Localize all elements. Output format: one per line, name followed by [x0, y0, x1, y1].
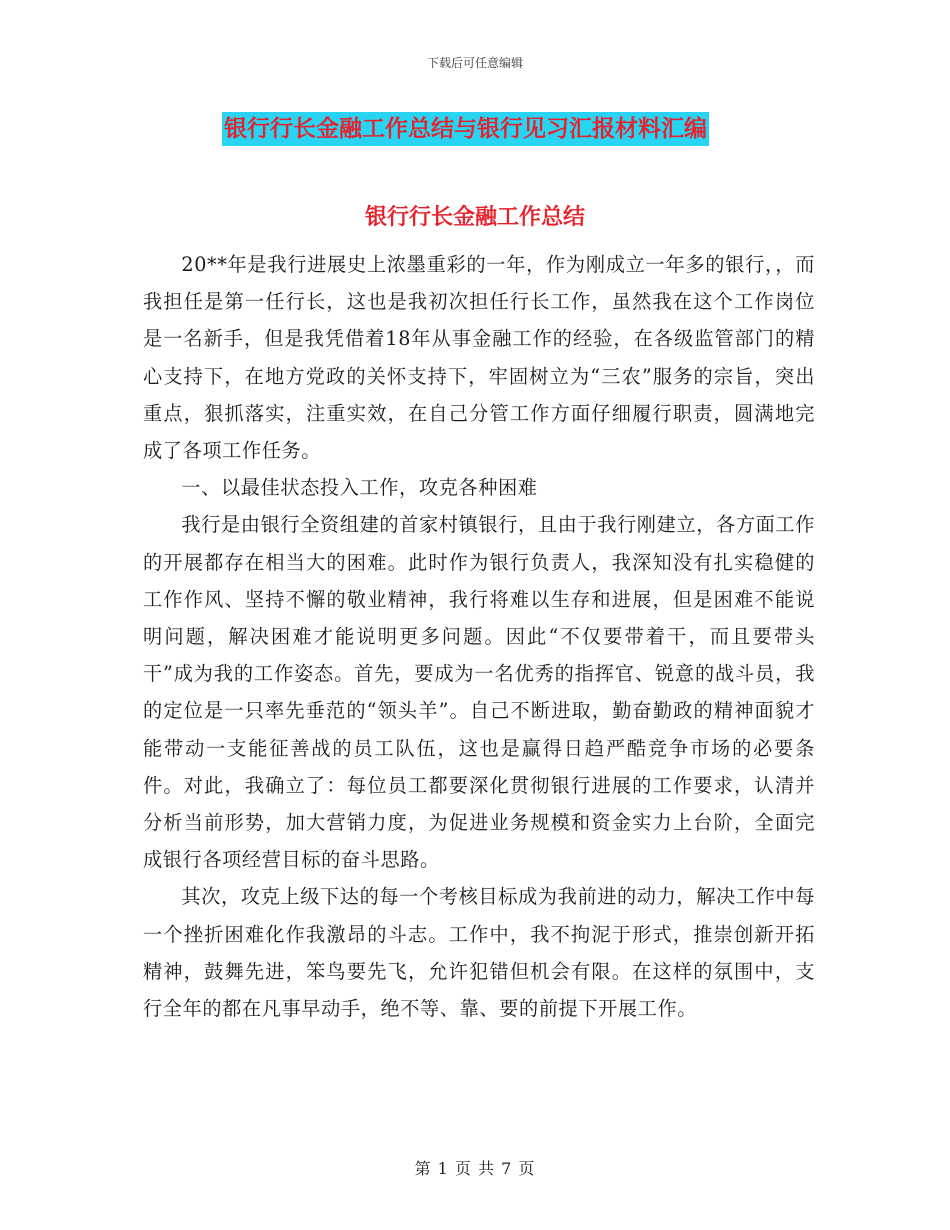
document-title: 银行行长金融工作总结与银行见习汇报材料汇编	[222, 112, 709, 146]
paragraph-heading-one: 一、以最佳状态投入工作，攻克各种困难	[181, 476, 538, 500]
paragraph-difficulties: 我行是由银行全资组建的首家村镇银行，且由于我行刚建立，各方面工作的开展都存在相当大的困难。此时作为银行负责人，我深知没有扎实稳健的工作作风、坚持不懈的敬业精神，我行将难以生存和进展，但是困难不能说明问题，解决困难才能说明更多问题。因此“不仅要带着干，而且要带头干”成为我的工作姿态。首先，要成为一名优秀的指挥官、锐意的战斗员，我的定位是一只率先垂范的“领头羊”。自己不断进取，勤奋勤政的精神面貌才能带动一支能征善战的员工队伍，这也是赢得日趋严酷竞争市场的必要条件。对此，我确立了：每位员工都要深化贯彻银行进展的工作要求，认清并分析当前形势，加大营销力度，为促进业务规模和资金实力上台阶，全面完成银行各项经营目标的奋斗思路。	[143, 513, 815, 872]
paragraph-intro: 20**年是我行进展史上浓墨重彩的一年，作为刚成立一年多的银行，，而我担任是第一任行长，这也是我初次担任行长工作，虽然我在这个工作岗位是一名新手，但是我凭借着18年从事金融工作的经验，在各级监管部门的精心支持下，在地方党政的关怀支持下，牢固树立为“三农”服务的宗旨，突出重点，狠抓落实，注重实效，在自己分管工作方面仔细履行职责，圆满地完成了各项工作任务。	[143, 253, 815, 463]
document-body	[143, 246, 815, 1027]
section-title: 银行行长金融工作总结	[364, 204, 585, 230]
page-number: 第 1 页 共 7 页	[414, 1159, 536, 1178]
paragraph-second: 其次，攻克上级下达的每一个考核目标成为我前进的动力，解决工作中每一个挫折困难化作我激昂的斗志。工作中，我不拘泥于形式，推崇创新开拓精神，鼓舞先进，笨鸟要先飞，允许犯错但机会有限。在这样的氛围中，支行全年的都在凡事早动手，绝不等、靠、要的前提下开展工作。	[143, 885, 815, 1021]
header-note: 下载后可任意编辑	[426, 56, 523, 70]
